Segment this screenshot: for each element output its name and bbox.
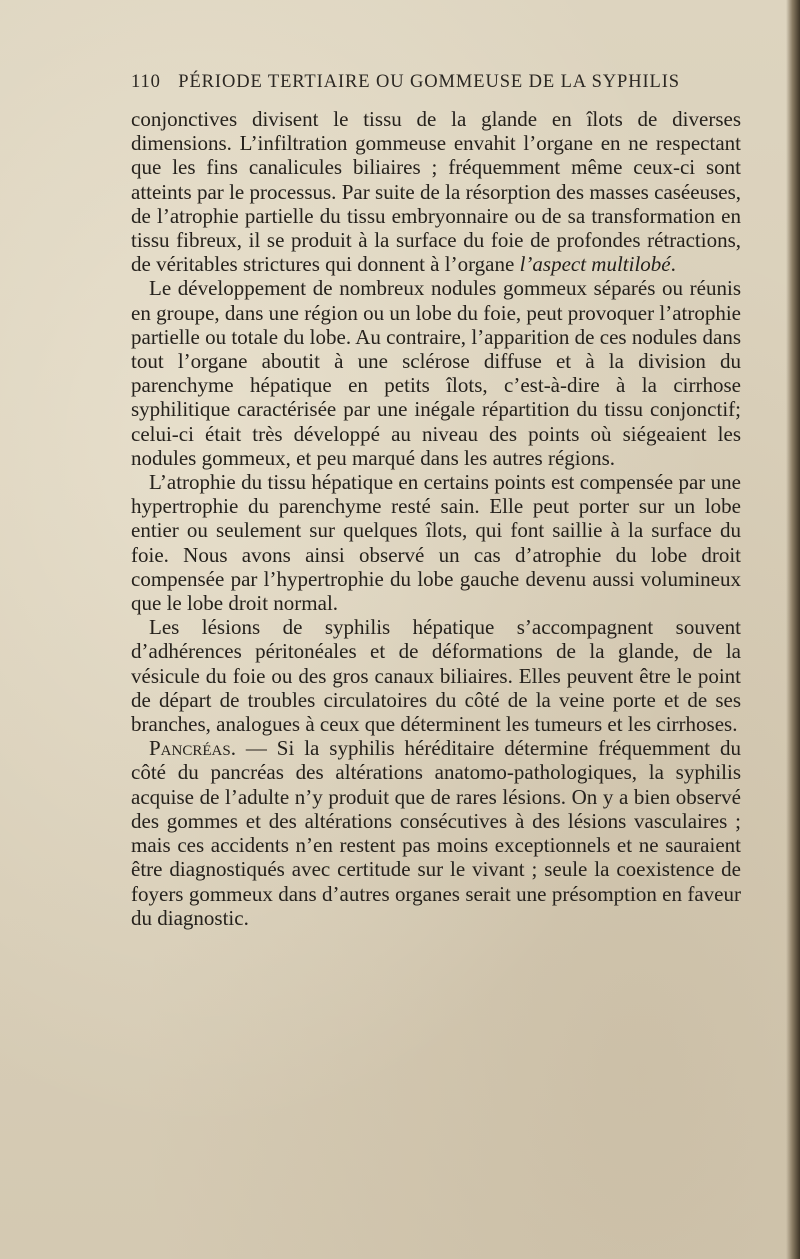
paragraph-pancreas <box>131 736 741 930</box>
paragraph-text: Le développement de nombreux nodules gommeux séparés ou réunis en groupe, dans une région ou un lobe du foie, peut provoquer l’atrophie partielle ou totale du lobe. Au contraire, l’apparition de ces nodules dans tout l’organe aboutit à une sclérose diffuse et à la division du parenchyme hépatique en petits îlots, c’est-à-dire à la cirrhose syphilitique caractérisée par une inégale répartition du tissu conjonctif; celui-ci était très développé au niveau des points où siégeaient les nodules gommeux, et peu marqué dans les autres régions. <box>131 276 741 470</box>
paragraph-text: L’atrophie du tissu hépatique en certains points est compensée par une hypertrophie du parenchyme resté sain. Elle peut porter sur un lobe entier ou seulement sur quelques îlots, qui font saillie à la surface du foie. Nous avons ainsi observé un cas d’atrophie du lobe droit compensée par l’hypertrophie du lobe gauche devenu aussi volumineux que le lobe droit normal. <box>131 470 741 616</box>
paragraph-text: — Si la syphilis héréditaire détermine fréquemment du côté du pancréas des altérations anatomo-pathologiques, la syphilis acquise de l’adulte n’y produit que de rares lésions. On y a bien observé des gommes et des altérations consécutives à des lésions vasculaires ; mais ces accidents n’en restent pas moins exceptionnels et ne sauraient être diagnostiqués avec certitude sur le vivant ; seule la coexistence de foyers gommeux dans d’autres organes serait une présomption en faveur du diagnostic. <box>131 736 741 930</box>
running-header <box>131 72 741 93</box>
page-edge-shadow <box>786 0 800 1259</box>
paragraph-end: . <box>670 252 676 277</box>
running-title: PÉRIODE TERTIAIRE OU GOMMEUSE DE LA SYPHILIS <box>178 72 680 92</box>
paragraph-liver-lobulation <box>131 107 741 276</box>
paragraph-compensatory-hypertrophy <box>131 470 741 615</box>
page-number: 110 <box>131 72 161 92</box>
paragraph-gummatous-nodules <box>131 276 741 470</box>
section-lead-pancreas: Pancréas. <box>149 736 236 761</box>
body-text <box>131 107 741 930</box>
paragraph-text: conjonctives divisent le tissu de la glande en îlots de diverses dimensions. L’infiltration gommeuse envahit l’organe en ne respectant que les fins canalicules biliaires ; fréquemment même ceux-ci sont atteints par le processus. Par suite de la résorption des masses caséeuses, de l’atrophie partielle du tissu embryonnaire ou de sa transformation en tissu fibreux, il se produit à la surface du foie de profondes rétractions, de véritables strictures qui donnent à l’organe <box>131 107 741 277</box>
paragraph-text: Les lésions de syphilis hépatique s’accompagnent souvent d’adhérences péritonéales et de déformations de la glande, de la vésicule du foie ou des gros canaux biliaires. Elles peuvent être le point de départ de troubles circulatoires du côté de la veine porte et de ses branches, analogues à ceux que déterminent les tumeurs et les cirrhoses. <box>131 615 741 737</box>
paragraph-adhesions <box>131 615 741 736</box>
italic-term: l’aspect multilobé <box>519 252 671 277</box>
